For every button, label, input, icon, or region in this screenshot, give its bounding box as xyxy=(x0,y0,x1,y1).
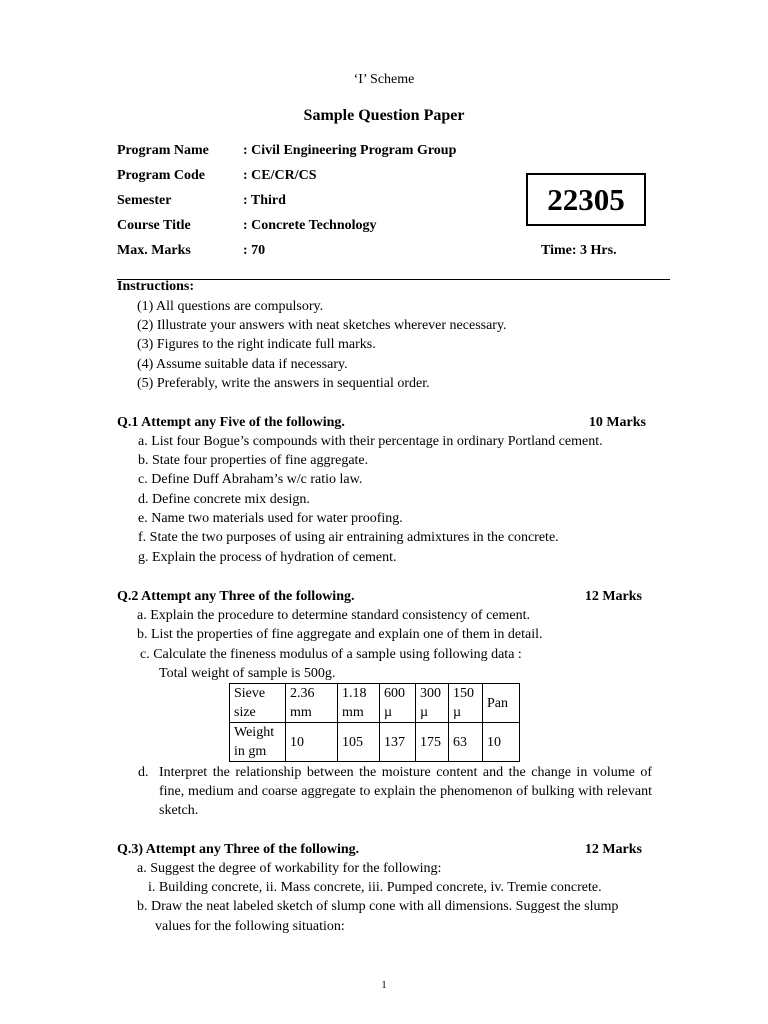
q2-item-c: c. Calculate the fineness modulus of a sample using following data : xyxy=(140,647,522,662)
sieve-data-table xyxy=(229,683,520,762)
meta-label: Program Code xyxy=(117,168,205,183)
q3-item-b-cont: values for the following situation: xyxy=(155,919,345,934)
meta-value: : CE/CR/CS xyxy=(243,168,317,183)
q1-item: b. State four properties of fine aggregate. xyxy=(138,453,369,468)
page-number: 1 xyxy=(381,979,387,991)
q1-item: a. List four Bogue’s compounds with their percentage in ordinary Portland cement. xyxy=(138,434,603,449)
q3-item-a: a. Suggest the degree of workability for the following: xyxy=(137,861,442,876)
instruction-item: (4) Assume suitable data if necessary. xyxy=(137,357,348,372)
divider xyxy=(117,279,670,280)
instruction-item: (1) All questions are compulsory. xyxy=(137,299,324,314)
instructions-heading: Instructions: xyxy=(117,279,195,294)
table-cell: 150 µ xyxy=(449,684,483,723)
meta-value: : 70 xyxy=(243,243,266,258)
course-code-box xyxy=(526,173,646,226)
instruction-item: (3) Figures to the right indicate full marks. xyxy=(137,337,376,352)
table-cell: Sieve size xyxy=(230,684,286,723)
meta-label: Semester xyxy=(117,193,172,208)
table-cell: 105 xyxy=(338,723,380,762)
meta-value: : Concrete Technology xyxy=(243,218,377,233)
meta-value: : Civil Engineering Program Group xyxy=(243,143,457,158)
q3-heading: Q.3) Attempt any Three of the following. xyxy=(117,842,360,857)
instruction-item: (5) Preferably, write the answers in sequential order. xyxy=(137,376,430,391)
table-row xyxy=(230,723,520,762)
scheme-label: ‘I’ Scheme xyxy=(353,72,415,87)
table-cell: 63 xyxy=(449,723,483,762)
meta-label: Max. Marks xyxy=(117,243,191,258)
q3-marks: 12 Marks xyxy=(584,842,642,857)
q1-item: e. Name two materials used for water proofing. xyxy=(138,511,403,526)
q2-heading: Q.2 Attempt any Three of the following. xyxy=(117,589,355,604)
q1-marks: 10 Marks xyxy=(588,415,646,430)
meta-value: : Third xyxy=(243,193,286,208)
q1-item: d. Define concrete mix design. xyxy=(138,492,310,507)
table-cell: 10 xyxy=(286,723,338,762)
q2-c-note: Total weight of sample is 500g. xyxy=(159,666,336,681)
meta-label: Course Title xyxy=(117,218,191,233)
table-cell: 137 xyxy=(380,723,416,762)
instruction-item: (2) Illustrate your answers with neat sketches wherever necessary. xyxy=(137,318,507,333)
q2-item-d-label: d. xyxy=(138,765,149,780)
meta-label: Program Name xyxy=(117,143,209,158)
q2-item-b: b. List the properties of fine aggregate and explain one of them in detail. xyxy=(137,627,543,642)
q2-item-d: Interpret the relationship between the moisture content and the change in volume of fine, medium and coarse aggregate to explain the phenomenon of bulking with relevant sketch. xyxy=(159,765,652,818)
table-row xyxy=(230,684,520,723)
table-cell: 1.18 mm xyxy=(338,684,380,723)
q3-a-items: i. Building concrete, ii. Mass concrete, iii. Pumped concrete, iv. Tremie concrete. xyxy=(148,880,602,895)
table-cell: 10 xyxy=(483,723,520,762)
q3-item-b: b. Draw the neat labeled sketch of slump cone with all dimensions. Suggest the slump xyxy=(137,899,619,914)
q1-item: f. State the two purposes of using air entraining admixtures in the concrete. xyxy=(138,530,559,545)
course-code: 22305 xyxy=(547,182,625,217)
q1-item: g. Explain the process of hydration of cement. xyxy=(138,550,397,565)
table-cell: 600 µ xyxy=(380,684,416,723)
q1-heading: Q.1 Attempt any Five of the following. xyxy=(117,415,345,430)
table-cell: 2.36 mm xyxy=(286,684,338,723)
table-cell: Pan xyxy=(483,684,520,723)
exam-time: Time: 3 Hrs. xyxy=(541,243,617,258)
table-cell: 300 µ xyxy=(416,684,449,723)
q2-item-a: a. Explain the procedure to determine standard consistency of cement. xyxy=(137,608,531,623)
q2-marks: 12 Marks xyxy=(584,589,642,604)
paper-title: Sample Question Paper xyxy=(303,107,465,124)
table-cell: 175 xyxy=(416,723,449,762)
table-cell: Weight in gm xyxy=(230,723,286,762)
q1-item: c. Define Duff Abraham’s w/c ratio law. xyxy=(138,472,363,487)
